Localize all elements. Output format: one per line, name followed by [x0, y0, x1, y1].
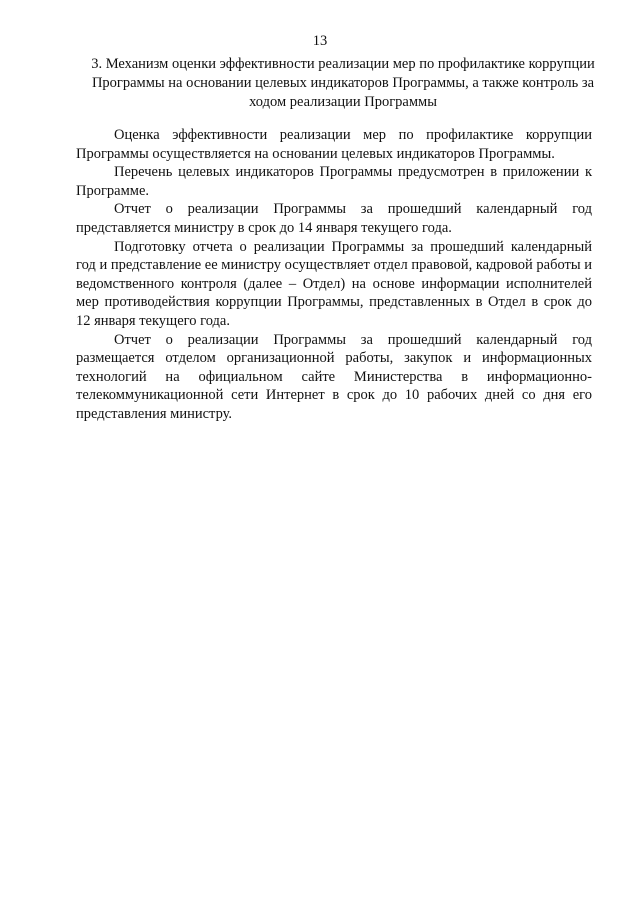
paragraph: Перечень целевых индикаторов Программы предусмотрен в приложении к Программе. [76, 164, 592, 199]
paragraph: Отчет о реализации Программы за прошедший календарный год представляется министру в срок до 14 января текущего года. [76, 201, 592, 236]
paragraph: Подготовку отчета о реализации Программы за прошедший календарный год и представление ее министру осуществляет отдел правовой, кадровой работы и ведомственного контроля (далее – Отдел) на основе информации исполнителей мер противодействия коррупции Программы, представленных в Отдел в срок до 12 января текущего года. [76, 238, 592, 329]
page-number: 13 [312, 33, 328, 49]
section-heading: 3. Механизм оценки эффективности реализации мер по профилактике коррупции Программы на основании целевых индикаторов Программы, а также контроль за ходом реализации Программы [91, 56, 595, 110]
section-body [76, 126, 592, 424]
paragraph: Оценка эффективности реализации мер по профилактике коррупции Программы осуществляется на основании целевых индикаторов Программы. [76, 127, 592, 162]
paragraph: Отчет о реализации Программы за прошедший календарный год размещается отделом организационной работы, закупок и информационных технологий на официальном сайте Министерства в информационно-телекоммуникационной сети Интернет в срок до 10 рабочих дней со дня его представления министру. [76, 331, 592, 422]
